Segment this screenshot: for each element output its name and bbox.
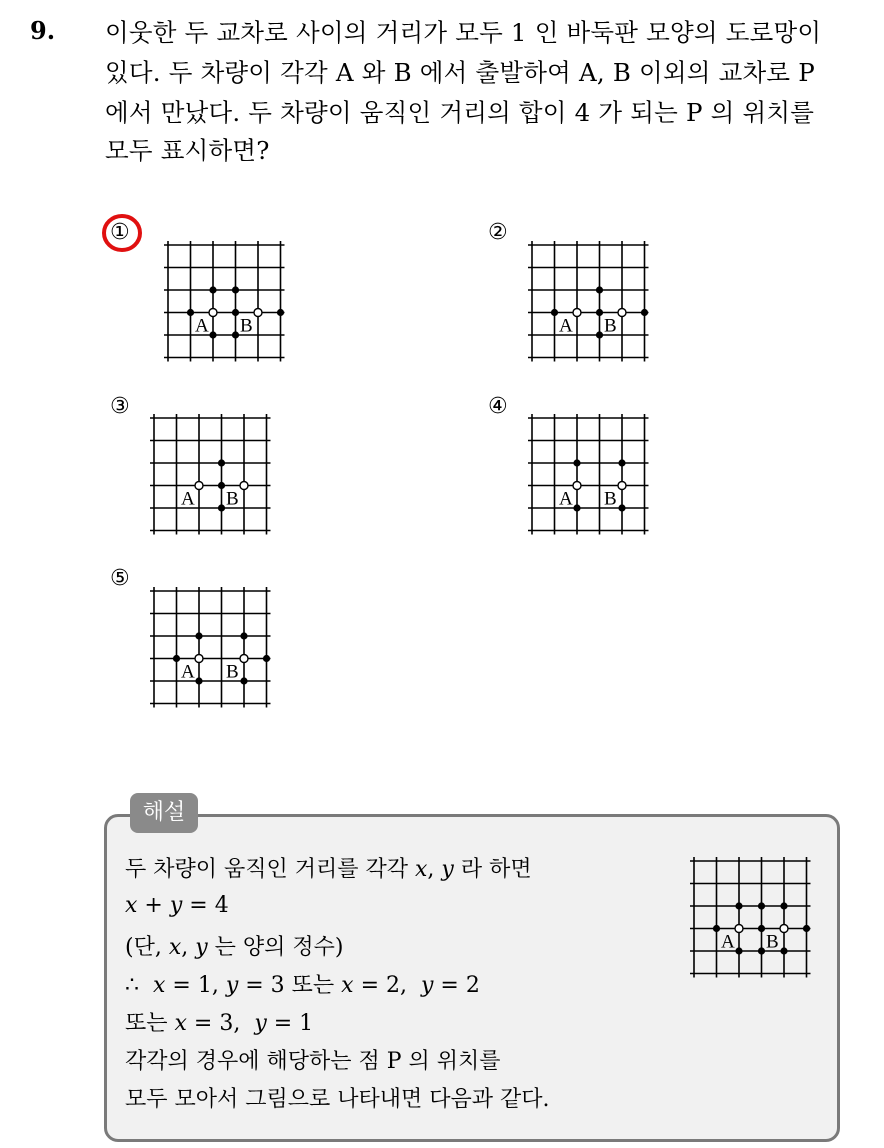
answer-point-p — [713, 925, 720, 932]
option-1-point-p — [232, 309, 239, 316]
option-5-point-p — [195, 677, 202, 684]
answer-point-p — [803, 925, 810, 932]
answer-point-a — [735, 925, 743, 933]
answer-point-p — [780, 902, 787, 909]
question-line-1: 이웃한 두 교차로 사이의 거리가 모두 1 인 바둑판 모양의 도로망이 — [105, 18, 822, 47]
option-3-point-a — [195, 482, 203, 490]
option-2-label[interactable]: ② — [488, 220, 508, 245]
option-5-point-p — [173, 655, 180, 662]
question-line-2: 있다. 두 차량이 각각 A 와 B 에서 출발하여 A, B 이외의 교차로 P — [105, 58, 815, 87]
answer-point-p — [780, 947, 787, 954]
option-1-point-a — [209, 309, 217, 317]
option-3-point-b — [240, 482, 248, 490]
option-3-point-p — [218, 482, 225, 489]
option-1-label-a: A — [195, 315, 209, 337]
explanation-line-7: 모두 모아서 그림으로 나타내면 다음과 같다. — [125, 1087, 550, 1112]
explanation-tag: 해설 — [130, 793, 198, 833]
option-3-label-b: B — [226, 488, 239, 510]
option-1-point-b — [254, 309, 262, 317]
option-2-label-b: B — [604, 315, 617, 337]
option-4-point-p — [618, 504, 625, 511]
answer-grid — [690, 857, 824, 991]
option-5-point-p — [240, 677, 247, 684]
explanation-line-2: x + y = 4 — [125, 893, 229, 918]
answer-point-p — [758, 947, 765, 954]
option-5-point-a — [195, 655, 203, 663]
option-1-point-p — [232, 286, 239, 293]
option-5-label[interactable]: ⑤ — [110, 566, 130, 591]
option-5-point-p — [195, 632, 202, 639]
option-4-point-a — [573, 482, 581, 490]
explanation-line-1: 두 차량이 움직인 거리를 각각 x, y 라 하면 — [125, 857, 532, 882]
option-2-point-p — [641, 309, 648, 316]
option-2-point-b — [618, 309, 626, 317]
option-1-label-b: B — [240, 315, 253, 337]
option-4-label-b: B — [604, 488, 617, 510]
option-5-point-p — [240, 632, 247, 639]
answer-point-p — [758, 902, 765, 909]
option-2-point-a — [573, 309, 581, 317]
option-4-point-b — [618, 482, 626, 490]
option-3-point-p — [218, 504, 225, 511]
option-1-point-p — [209, 286, 216, 293]
option-2-point-p — [596, 286, 603, 293]
option-2-point-p — [551, 309, 558, 316]
option-3-label-a: A — [181, 488, 195, 510]
option-3-label[interactable]: ③ — [110, 394, 130, 419]
explanation-line-3: (단, x, y 는 양의 정수) — [125, 935, 344, 960]
answer-point-p — [735, 947, 742, 954]
option-4-grid — [528, 414, 662, 548]
explanation-line-6: 각각의 경우에 해당하는 점 P 의 위치를 — [125, 1049, 501, 1074]
option-1-point-p — [187, 309, 194, 316]
answer-point-p — [735, 902, 742, 909]
answer-point-b — [780, 925, 788, 933]
answer-label-b: B — [766, 931, 779, 953]
explanation-line-4: ∴ x = 1, y = 3 또는 x = 2, y = 2 — [125, 973, 480, 998]
option-2-point-p — [596, 309, 603, 316]
option-4-point-p — [618, 459, 625, 466]
option-1-grid — [164, 241, 298, 375]
option-2-point-p — [596, 331, 603, 338]
option-2-label-a: A — [559, 315, 573, 337]
option-1-point-p — [232, 331, 239, 338]
option-1-point-p — [209, 331, 216, 338]
option-3-point-p — [218, 459, 225, 466]
option-5-point-b — [240, 655, 248, 663]
option-2-grid — [528, 241, 662, 375]
question-line-3: 에서 만났다. 두 차량이 움직인 거리의 합이 4 가 되는 P 의 위치를 — [105, 98, 815, 127]
answer-label-a: A — [721, 931, 735, 953]
option-4-label-a: A — [559, 488, 573, 510]
option-5-point-p — [263, 655, 270, 662]
question-number: 9. — [30, 16, 56, 45]
option-1-label: ① — [110, 220, 130, 245]
option-3-grid — [150, 414, 284, 548]
option-4-point-p — [573, 504, 580, 511]
option-4-label[interactable]: ④ — [488, 394, 508, 419]
option-1-point-p — [277, 309, 284, 316]
answer-point-p — [758, 925, 765, 932]
option-5-grid — [150, 587, 284, 721]
question-line-4: 모두 표시하면? — [105, 136, 270, 165]
option-5-label-b: B — [226, 661, 239, 683]
option-5-label-a: A — [181, 661, 195, 683]
option-4-point-p — [573, 459, 580, 466]
explanation-line-5: 또는 x = 3, y = 1 — [125, 1011, 314, 1036]
